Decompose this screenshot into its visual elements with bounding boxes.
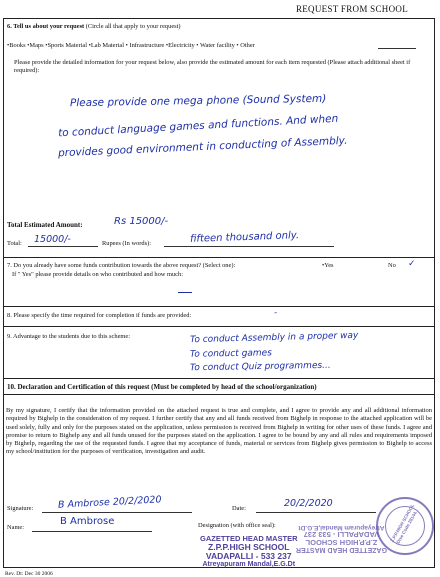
signature-label: Signature: (7, 505, 34, 512)
divider-9-10 (3, 378, 435, 379)
seal-inverted-line-4: Atreyapuram Mandal,E.G.Dt (298, 523, 385, 531)
office-seal-inverted (296, 523, 387, 553)
answer-no: No (388, 262, 396, 269)
total-label: Total: (7, 240, 22, 247)
round-school-seal (376, 497, 434, 555)
section-9-label: 9. Advantage to the students due to this scheme: (7, 333, 130, 340)
office-seal (200, 535, 298, 568)
name-underline (32, 531, 152, 532)
date-label: Date: (232, 505, 246, 512)
total-value: 15000/- (34, 234, 71, 245)
date-underline (256, 512, 376, 513)
request-details-line-1: Please provide one mega phone (Sound System) (69, 92, 327, 110)
rupees-label: Rupees (In words): (102, 240, 151, 247)
section-8-question: 8. Please specify the time required for completion if funds are provided: (7, 312, 192, 319)
date-value: 20/2/2020 (284, 498, 333, 509)
section-6-heading-bold: 6. Tell us about your request (7, 23, 85, 30)
request-details-line-2: to conduct language games and functions. And when (57, 112, 339, 140)
section-10-heading-rule (3, 394, 435, 395)
rupees-underline (164, 246, 334, 247)
request-details-line-3: provides good environment in conducting of Assembly. (57, 134, 348, 160)
divider-6-7 (3, 257, 435, 258)
seal-line-2: Z.P.P.HIGH SCHOOL (208, 541, 290, 552)
divider-8-9 (3, 326, 435, 327)
designation-label: Designation (with office seal): (198, 522, 276, 529)
signature-underline (42, 512, 192, 513)
total-underline (28, 246, 98, 247)
seal-inverted-line-3: VADAPALLI - 533 237 (303, 529, 380, 539)
answer-yes: •Yes (322, 262, 334, 269)
form-title: REQUEST FROM SCHOOL (295, 4, 408, 14)
round-seal-text: Z.P.P.HIGH SCHOOL Dise Code 28144... (389, 503, 420, 545)
section-8-value: - (274, 308, 278, 318)
seal-line-4: Atreyapuram Mandal,E.G.Dt (202, 560, 296, 568)
divider-7-8 (3, 306, 435, 307)
name-label: Name: (7, 524, 25, 531)
section-7-dash-mark (178, 292, 192, 293)
section-10-heading: 10. Declaration and Certification of this request (Must be completed by head of the school/organization) (7, 383, 317, 391)
advantage-line-1: To conduct Assembly in a proper way (189, 330, 359, 346)
rupees-value: fifteen thousand only. (189, 230, 300, 245)
no-check-mark: ✓ (408, 259, 416, 269)
seal-line-1: GAZETTED HEAD MASTER (200, 534, 298, 543)
total-estimated-value: Rs 15000/- (114, 216, 169, 227)
seal-inverted-line-2: Z.P.P.HIGH SCHOOL (305, 537, 378, 547)
request-instructions: Please provide the detailed information for your request below, also provide the estimated amount for each item requested (Please attach additional sheet if required): (14, 59, 411, 74)
section-7-question: 7. Do you already have some funds contribution towards the above request? (Select one): (7, 262, 236, 269)
section-6-heading (7, 23, 181, 31)
total-estimated-label: Total Estimated Amount: (7, 221, 83, 229)
name-value: B Ambrose (60, 516, 115, 527)
section-6-heading-rest: (Circle all that apply to your request) (84, 23, 181, 30)
seal-line-3: VADAPALLI - 533 237 (205, 550, 292, 561)
advantage-line-2: To conduct games (189, 348, 272, 360)
other-underline (378, 48, 416, 49)
request-options: •Books •Maps •Sports Material •Lab Material • Infrastructure •Electricity • Water facility • Other (7, 42, 255, 49)
revision-date: Rev. Dt: Dec 30 2006 (5, 571, 53, 577)
section-7-followup: If " Yes" please provide details on who contributed and how much: (12, 271, 183, 278)
seal-inverted-line-1: GAZETTED HEAD MASTER (296, 545, 387, 553)
signature-value: B Ambrose 20/2/2020 (57, 494, 162, 511)
declaration-paragraph: By my signature, I certify that the information provided on the attached request is true and complete, and I agree to provide any and all additional information required by Bighelp in the consideration of my request. I further certify that any and all funds received from Bighelp in response to the attached application will be used solely, fully and only for the purposes stated on the application, unless permission is received from Bighelp in writing for other uses of these funds. I agree and promise to return to Bighelp any and all funds unused for the purposes stated on the application. I agree to be bound by any and all rules and requirements imposed by Bighelp, regarding the use of the requested funds. I agree that my acceptance of funds, material or services from Bighelp gives permission to Bighelp to access my school/institution for the purposes of verification, investigation and audit. (6, 407, 432, 456)
advantage-line-3: To conduct Quiz programmes... (189, 360, 331, 374)
